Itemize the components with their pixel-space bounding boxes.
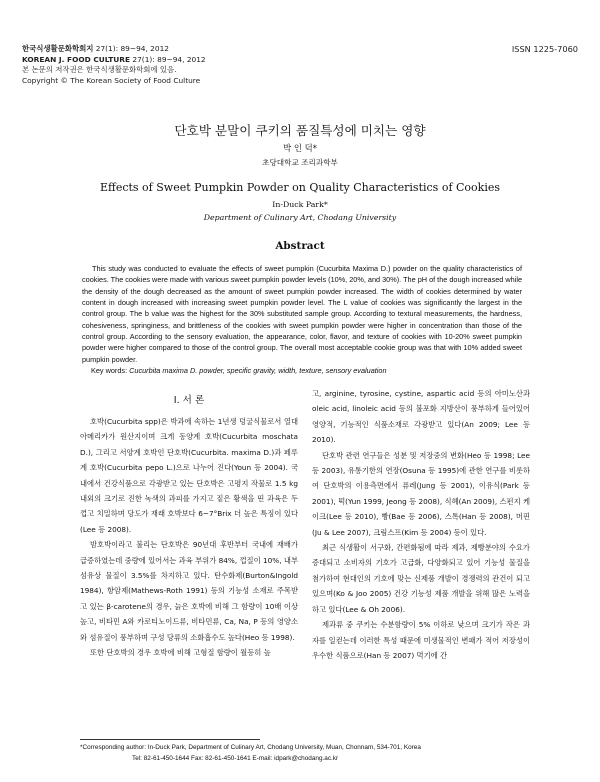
contact-info: Tel: 82-61-450-1644 Fax: 82-61-450-1641 E-mail: idpark@chodang.ac.kr: [132, 754, 339, 762]
title-korean: 단호박 분말이 쿠키의 품질특성에 미치는 영향: [174, 123, 426, 138]
copyright-ko: 본 논문의 저작권은 한국식생활문화학회에 있음.: [22, 65, 177, 74]
journal-header: [22, 44, 382, 86]
paragraph: 고, arginine, tyrosine, cystine, aspartic acid 등의 아미노산과 oleic acid, linoleic acid 등의 불포화 지방산이 풍부하게 들어있어 영양적, 기능적인 식품소재로 각광받고 있다(An 2009; Lee 등 2010).: [312, 389, 530, 445]
journal-vol-ko: 27(1): 89~94, 2012: [95, 44, 169, 53]
keywords-text: Cucurbita maxima D. powder, specific gravity, width, texture, sensory evaluation: [129, 366, 387, 375]
corresponding-author: *Corresponding author: In-Duck Park, Department of Culinary Art, Chodang University, Muan, Chonnam, 534-701, Korea: [80, 744, 421, 751]
paragraph: 또한 단호박의 경우 호박에 비해 고형질 함량이 월등히 높: [90, 648, 271, 658]
paragraph: 호박(Cucurbita spp)은 박과에 속하는 1년생 덩굴식물로서 열대 아메리카가 원산지이며 크게 동양계 호박(Cucurbita moschata D.), 그리고 서양계 호박인 단호박(Cucurbita. maxima D.)과 페루계 호박(Cucurbita pepo L.)으로 나누어 진다(Youn 등 2004). 국내에서 건강식품으로 각광받고 있는 단호박은 고평지 작물로 1.5 kg 내외의 크기로 진한 녹색의 과피를 가지고 짙은 황색을 띤 과육은 두껍고 치밀하며 당도가 재래 호박보다 6~7°Brix 더 높은 특징이 있다(Lee 등 2008).: [80, 417, 298, 534]
footnote: [80, 743, 540, 764]
author-english: In-Duck Park*: [272, 200, 328, 209]
affiliation-english: Department of Culinary Art, Chodang University: [203, 213, 397, 222]
title-english: Effects of Sweet Pumpkin Powder on Quality Characteristics of Cookies: [99, 181, 501, 194]
journal-name-ko: 한국식생활문화학회지: [22, 44, 94, 53]
footnote-divider: [80, 739, 260, 740]
affiliation-korean: 초당대학교 조리과학부: [262, 158, 338, 167]
section-heading-introduction: I. 서 론: [173, 395, 205, 406]
journal-name-en: KOREAN J. FOOD CULTURE: [22, 54, 131, 64]
author-korean: 박 인 덕*: [283, 143, 317, 153]
paragraph: 단호박 관련 연구들은 성분 및 저장중의 변화(Heo 등 1998; Lee 등 2003), 유통기한의 연장(Osuna 등 1995)에 관한 연구를 비롯하여 단호박의 이용측면에서 퓨레(Jung 등 2001), 이유식(Park 등 2001), 떡(Yun 1999, Jeong 등 2008), 식혜(An 2009), 스펀지 케이크(Lee 등 2010), 빵(Bae 등 2006), 스톡(Han 등 2008), 머핀(Ju & Lee 2007), 크림스프(Kim 등 2004) 등이 있다.: [312, 450, 530, 537]
copyright-en: Copyright © The Korean Society of Food Culture: [22, 75, 201, 85]
abstract-body: This study was conducted to evaluate the effects of sweet pumpkin (Cucurbita Maxima D.) powder on the quality characteristics of cookies. The cookies were made with various sweet pumpkin powder levels (10%, 20%, and 30%). The pH of the dough increased while the density of the dough decreased as the amount of sweet pumpkin powder increased. The width of cookies determined by water content in dough increased with increasing sweet pumpkin powder level. The L value of cookies was significantly the largest in the control group. The b value was the highest for the 30% substituted sample group. According to textural measurements, the hardness, cohesiveness, springiness, and brittleness of the cookies with sweet pumpkin powder were higher in concentration than those of the control group. According to the sensory evaluation, the appearance, color, flavor, and texture of cookies with 10-20% sweet pumpkin powder were higher compared to those of the control group. The overall most acceptable cookie group was that with 10% added sweet pumpkin powder.: [82, 264, 522, 364]
left-column: [80, 414, 298, 661]
journal-vol-en: 27(1): 89~94, 2012: [132, 54, 206, 64]
paragraph: 밤호박이라고 불리는 단호박은 90년대 후반부터 국내에 재배가 급증하였는데 중량에 있어서는 과육 부위가 84%, 껍질이 10%, 내부 섬유상 물질이 3.5%를 차지하고 있다. 탄수화제(Burton&Ingold 1984), 항암제(Mathews-Roth 1991) 등의 기능성 소재로 주목받고 있는 β-carotene의 경우, 늙은 호박에 비해 그 함량이 10배 이상 높고, 비타민 A와 카로티노이드류, 비타민류, Ca, Na, P 등의 영양소와 섬유질이 풍부하며 구성 당류의 소화흡수도 높다(Heo 등 1998).: [80, 540, 298, 642]
keywords: [91, 366, 531, 375]
abstract-heading: Abstract: [275, 240, 325, 252]
paragraph: 제과류 중 쿠키는 수분함량이 5% 이하로 낮으며 크기가 작은 과자를 일컫는데 이러한 특성 때문에 미생물적인 변패가 적어 저장성이 우수한 식품으로(Han 등 2007) 먹기에 간: [312, 620, 530, 660]
keywords-label: Key words:: [91, 366, 128, 375]
right-column: [312, 386, 530, 663]
paragraph: 최근 식생활이 서구화, 간편화됨에 따라 제과, 제빵분야의 수요가 증대되고 소비자의 기호가 고급화, 다양화되고 있어 기능성 물질을 첨가하여 현대인의 기호에 맞는 신제품 개발이 경쟁력의 관건이 되고 있으며(Ko & Joo 2005) 건강 기능성 제품 개발을 위해 많은 노력을 하고 있다(Lee & Oh 2006).: [312, 543, 530, 614]
issn: ISSN 1225-7060: [511, 44, 578, 54]
